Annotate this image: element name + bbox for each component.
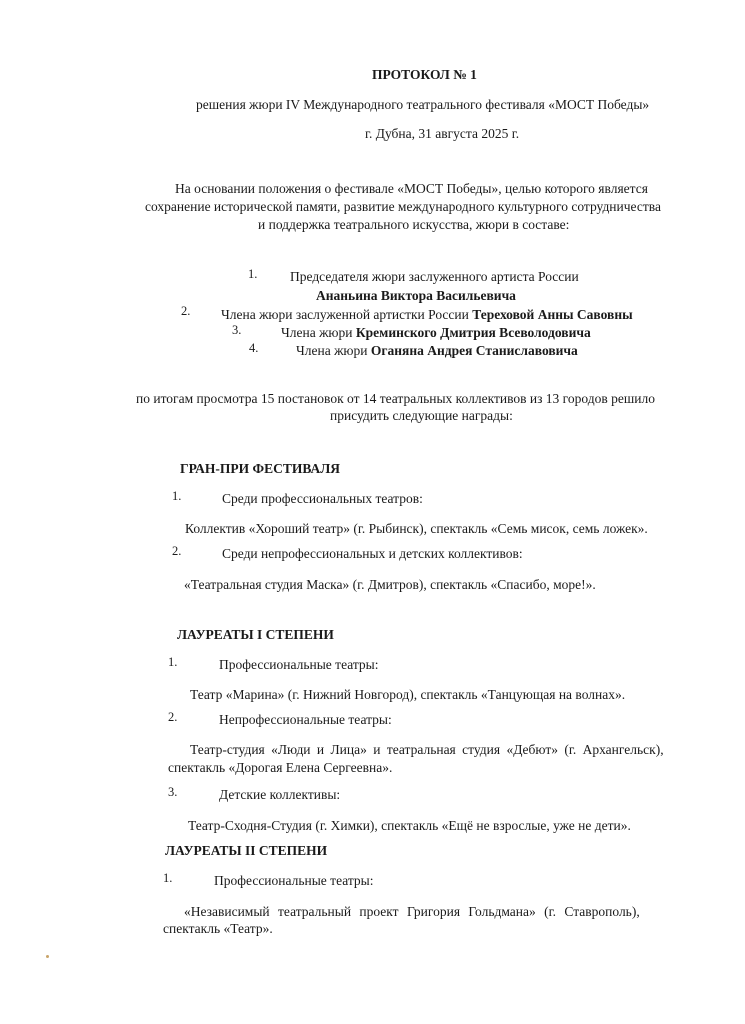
item-number: 2. — [168, 710, 178, 724]
scan-speck — [46, 955, 49, 958]
jury-role: Члена жюри — [296, 343, 371, 358]
intro-line-3: и поддержка театрального искусства, жюри в составе: — [258, 217, 570, 232]
protocol-subtitle: решения жюри IV Международного театрального фестиваля «МОСТ Победы» — [196, 97, 650, 112]
item-number: 2. — [172, 544, 182, 558]
laureates-2-heading: ЛАУРЕАТЫ II СТЕПЕНИ — [165, 843, 328, 858]
award-category: Детские коллективы: — [219, 787, 341, 802]
place-date: г. Дубна, 31 августа 2025 г. — [365, 126, 520, 141]
award-winner: Коллектив «Хороший театр» (г. Рыбинск), спектакль «Семь мисок, семь ложек». — [185, 521, 648, 536]
jury-role: Члена жюри заслуженной артистки России — [221, 307, 473, 322]
jury-name: Ананьина Виктора Васильевича — [316, 288, 516, 303]
jury-name: Оганяна Андрея Станиславовича — [370, 343, 578, 358]
jury-number: 1. — [248, 267, 258, 281]
jury-entry — [281, 325, 591, 341]
laureates-1-heading: ЛАУРЕАТЫ I СТЕПЕНИ — [177, 627, 334, 642]
jury-number: 2. — [181, 304, 191, 318]
item-number: 1. — [163, 871, 173, 885]
item-number: 1. — [168, 655, 178, 669]
item-number: 3. — [168, 785, 178, 799]
award-winner: спектакль «Театр». — [163, 921, 273, 936]
award-category: Непрофессиональные театры: — [219, 712, 392, 727]
award-category: Среди профессиональных театров: — [222, 491, 423, 506]
intro-line-2: сохранение исторической памяти, развитие международного культурного сотрудничества — [145, 199, 661, 214]
jury-number: 3. — [232, 323, 242, 337]
award-winner: «Театральная студия Маска» (г. Дмитров), спектакль «Спасибо, море!». — [184, 577, 596, 592]
decision-line-1: по итогам просмотра 15 постановок от 14 театральных коллективов из 13 городов решило — [136, 391, 655, 406]
jury-role: Председателя жюри заслуженного артиста России — [290, 269, 579, 284]
award-winner: Театр-Сходня-Студия (г. Химки), спектакль «Ещё не взрослые, уже не дети». — [188, 818, 631, 833]
jury-name: Креминского Дмитрия Всеволодовича — [355, 325, 591, 340]
award-category: Профессиональные театры: — [214, 873, 374, 888]
award-winner: Театр-студия «Люди и Лица» и театральная студия «Дебют» (г. Архангельск), — [190, 742, 664, 757]
decision-line-2: присудить следующие награды: — [330, 408, 513, 423]
award-category: Профессиональные театры: — [219, 657, 379, 672]
protocol-title: ПРОТОКОЛ № 1 — [372, 67, 477, 82]
award-category: Среди непрофессиональных и детских коллективов: — [222, 546, 523, 561]
grand-prix-heading: ГРАН-ПРИ ФЕСТИВАЛЯ — [180, 461, 341, 476]
jury-role: Члена жюри — [281, 325, 356, 340]
jury-number: 4. — [249, 341, 259, 355]
item-number: 1. — [172, 489, 182, 503]
award-winner: «Независимый театральный проект Григория Гольдмана» (г. Ставрополь), — [184, 904, 640, 919]
jury-entry — [221, 307, 633, 323]
jury-name: Тереховой Анны Савовны — [472, 307, 633, 322]
jury-entry — [296, 343, 578, 359]
intro-line-1: На основании положения о фестивале «МОСТ Победы», целью которого является — [175, 181, 648, 196]
award-winner: спектакль «Дорогая Елена Сергеевна». — [168, 760, 393, 775]
award-winner: Театр «Марина» (г. Нижний Новгород), спектакль «Танцующая на волнах». — [190, 687, 626, 702]
